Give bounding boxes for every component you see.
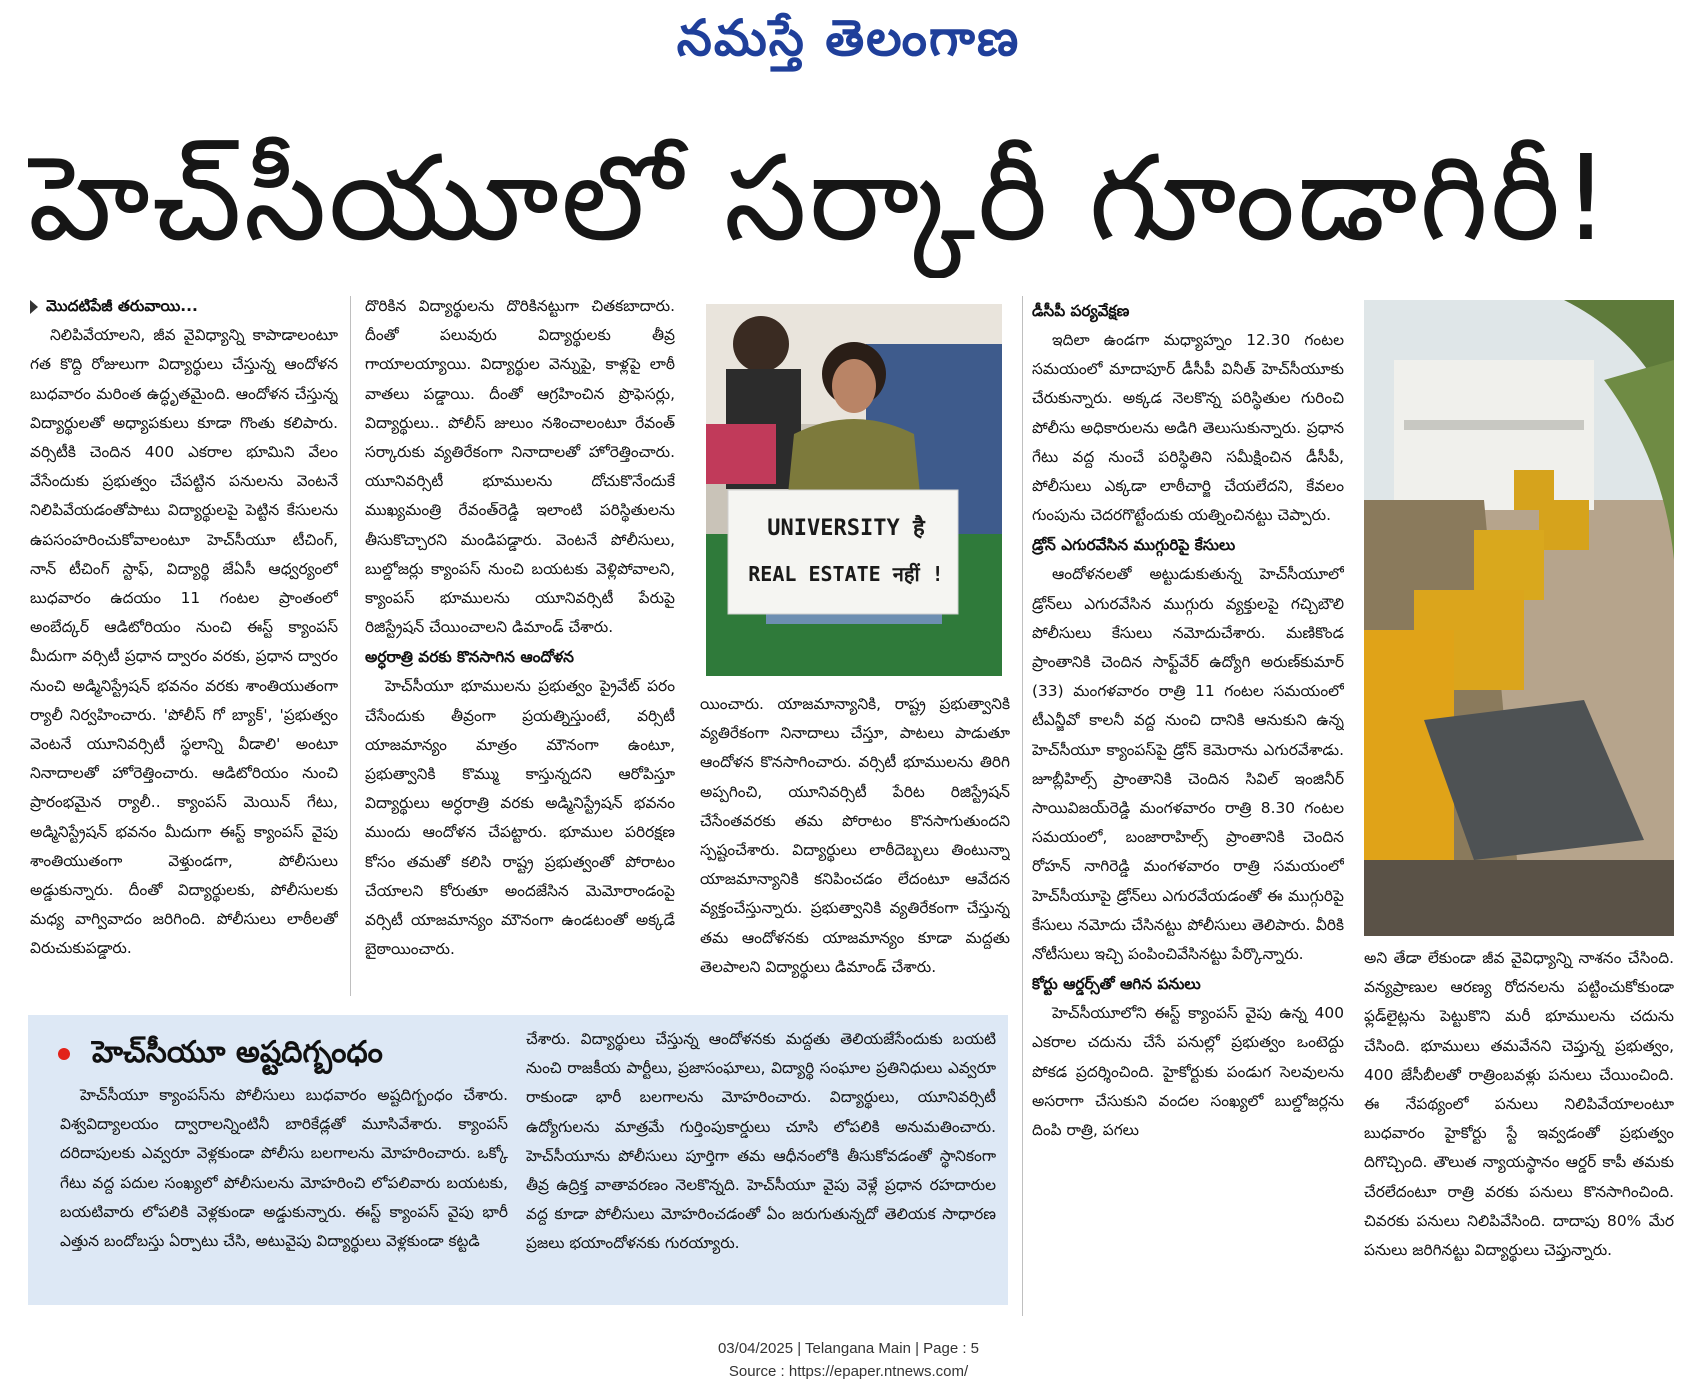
sidebar-title — [58, 1035, 383, 1077]
article-paragraph: ఇదిలా ఉండగా మధ్యాహ్నం 12.30 గంటల సమయంలో మాదాపూర్ డీసీపీ వినీత్ హెచ్‌సీయూకు చేరుకున్నారు. అక్కడ నెలకొన్న పరిస్థితుల గురించి పోలీసు అధికారులను అడిగి తెలుసుకున్నారు. ప్రధాన గేటు వద్ద నుంచే పరిస్థితిని సమీక్షించిన డీసీపీ, పోలీసులు ఎక్కడా లాఠీచార్జి చేయలేదని, కేవలం గుంపును చెదరగొట్టేందుకు యత్నించినట్టు చెప్పారు. — [1032, 331, 1344, 525]
column-divider — [350, 296, 351, 996]
column-divider — [1022, 296, 1023, 1316]
bulldozers-photo-illustration — [1364, 300, 1674, 936]
article-paragraph: హెచ్‌సీయూ భూములను ప్రభుత్వం ప్రైవేట్ పరం చేసేందుకు తీవ్రంగా ప్రయత్నిస్తుంటే, వర్సిటీ యాజమాన్యం మాత్రం మౌనంగా ఉంటూ, ప్రభుత్వానికి కొమ్ము కాస్తున్నదని ఆరోపిస్తూ విద్యార్థులు అర్ధరాత్రి వరకు అడ్మినిస్ట్రేషన్ భవనం ముందు ఆందోళన చేపట్టారు. భూముల పరిరక్షణ కోసం తమతో కలిసి రాష్ట్ర ప్రభుత్వంతో పోరాటం చేయాలని కోరుతూ అందజేసిన మెమోరాండంపై వర్సిటీ యాజమాన్యం మౌనంగా ఉండటంతో అక్కడే బైఠాయించారు. — [365, 677, 675, 959]
continued-from-front-page — [30, 292, 338, 321]
red-bullet-icon — [58, 1048, 70, 1060]
sidebar-title-text: హెచ్‌సీయూ అష్టదిగ్బంధం — [92, 1035, 383, 1070]
article-column-5 — [1364, 944, 1674, 1316]
placard-text-line-1: UNIVERSITY है — [767, 516, 925, 541]
sidebar-paragraph: హెచ్‌సీయూ క్యాంపస్‌ను పోలీసులు బుధవారం అష్టదిగ్బంధం చేశారు. విశ్వవిద్యాలయం ద్వారాలన్నింటినీ బారికేడ్లతో మూసివేశారు. క్యాంపస్ దరిదాపులకు ఎవ్వరూ వెళ్లకుండా పోలీసు బలగాలను మోహరించారు. ఒక్కో గేటు వద్ద పదుల సంఖ్యలో పోలీసులను మోహరించి లోపలివారు బయటకు, బయటివారు లోపలికి వెళ్లకుండా అడ్డుకున్నారు. ఈస్ట్ క్యాంపస్ వైపు భారీ ఎత్తున బందోబస్తు ఏర్పాటు చేసి, అటువైపు విద్యార్థులు వెళ్లకుండా కట్టడి — [60, 1086, 508, 1251]
subheading: డ్రోన్ ఎగురవేసిన ముగ్గురిపై కేసులు — [1032, 536, 1236, 555]
article-paragraph: దొరికిన విద్యార్థులను దొరికినట్టుగా చితకబాదారు. దీంతో పలువురు విద్యార్థులకు తీవ్ర గాయాలయ్యాయి. విద్యార్థుల వెన్నుపై, కాళ్లపై లాఠీ వాతలు పడ్డాయి. దీంతో ఆగ్రహించిన ప్రొఫెసర్లు, విద్యార్థులు.. పోలీస్ జులుం నశించాలంటూ రేవంత్ సర్కారుకు వ్యతిరేకంగా నినాదాలతో హోరెత్తించారు. యూనివర్సిటీ భూములను దోచుకొనేందుకే ముఖ్యమంత్రి రేవంత్‌రెడ్డి ఇలాంటి పరిస్థితులను తీసుకొచ్చారని మండిపడ్డారు. వెంటనే పోలీసులు, బుల్డోజర్లు క్యాంపస్ నుంచి బయటకు వెళ్లిపోవాలని, క్యాంపస్ భూములను యూనివర్సిటీ పేరుపై రిజిస్ట్రేషన్ చేయించాలని డిమాండ్ చేశారు. — [365, 297, 675, 637]
article-paragraph: హెచ్‌సీయూలోని ఈస్ట్ క్యాంపస్ వైపు ఉన్న 400 ఎకరాల చదును చేసే పనుల్లో ప్రభుత్వం ఒంటెద్దు పోకడ ప్రదర్శించింది. హైకోర్టుకు పండుగ సెలవులను అసరాగా చేసుకుని వందల సంఖ్యలో బుల్డోజర్లను దింపి రాత్రి, పగలు — [1032, 1004, 1344, 1140]
jump-label: మొదటిపేజీ తరువాయి... — [46, 297, 198, 315]
footer-source-line: Source : https://epaper.ntnews.com/ — [728, 1363, 969, 1380]
sidebar-column-1 — [60, 1081, 508, 1295]
subheading: డీసీపీ పర్యవేక్షణ — [1032, 302, 1130, 320]
article-paragraph: ఆందోళనలతో అట్టుడుకుతున్న హెచ్‌సీయూలో డ్రోన్‌లు ఎగురవేసిన ముగ్గురు వ్యక్తులపై గచ్చిబౌలి పోలీసులు కేసులు నమోదుచేశారు. మణికొండ ప్రాంతానికి చెందిన సాఫ్ట్‌వేర్ ఉద్యోగి అరుణ్‌కుమార్ (33) మంగళవారం రాత్రి 11 గంటల సమయంలో టీఎన్జీవో కాలనీ వద్ద నుంచి దానికి ఆనుకుని ఉన్న హెచ్‌సీయూ క్యాంపస్‌పై డ్రోన్ కెమెరాను ఎగురవేశాడు. జూబ్లీహిల్స్ ప్రాంతానికి చెందిన సివిల్ ఇంజినీర్ సాయివిజయ్‌రెడ్డి మంగళవారం రాత్రి 8.30 గంటల సమయంలో, బంజారాహిల్స్ ప్రాంతానికి చెందిన రోహన్ నాగిరెడ్డి మంగళవారం రాత్రి సమయంలో హెచ్‌సీయూపై డ్రోన్‌లు ఎగురవేయడంతో ఈ ముగ్గురిపై కేసులు నమోదు చేసినట్టు పోలీసులు తెలిపారు. వీరికి నోటీసులు ఇచ్చి పంపించివేసినట్టు పేర్కొన్నారు. — [1032, 565, 1344, 964]
article-column-4 — [1032, 296, 1344, 1316]
protest-photo-illustration — [706, 304, 1002, 676]
article-paragraph: అని తేడా లేకుండా జీవ వైవిధ్యాన్ని నాశనం చేసింది. వన్యప్రాణుల ఆరణ్య రోదనలను పట్టించుకోకుండా ఫ్లడ్‌లైట్లను పెట్టుకొని మరీ భూములను చదును చేసింది. భూములు తమవేనని చెప్తున్న ప్రభుత్వం, 400 జేసీబీలతో రాత్రింబవళ్లు పనులు చేయించింది. ఈ నేపథ్యంలో పనులు నిలిపివేయాలంటూ బుధవారం హైకోర్టు స్టే ఇవ్వడంతో ప్రభుత్వం దిగొచ్చింది. తౌలుత న్యాయస్థానం ఆర్డర్ కాపీ తమకు చేరలేదంటూ రాత్రి వరకు పనులు కొనసాగించింది. చివరకు పనులు నిలిపివేసింది. దాదాపు 80% మేర పనులు జరిగినట్టు విద్యార్థులు చెప్తున్నారు. — [1364, 949, 1674, 1260]
masthead: నమస్తే తెలంగాణ — [676, 8, 1021, 67]
article-column-2 — [365, 292, 675, 1004]
article-paragraph: నిలిపివేయాలని, జీవ వైవిధ్యాన్ని కాపాడాలంటూ గత కొద్ది రోజులుగా విద్యార్థులు చేస్తున్న ఆందోళన బుధవారం మరింత ఉద్ధృతమైంది. ఆందోళన చేస్తున్న విద్యార్థులతో అధ్యాపకులు కూడా గొంతు కలిపారు. వర్సిటీకి చెందిన 400 ఎకరాల భూమిని వేలం వేసేందుకు ప్రభుత్వం చేపట్టిన పనులను వెంటనే నిలిపివేయడంతోపాటు విద్యార్థులపై పెట్టిన కేసులను ఉపసంహరించుకోవాలంటూ హెచ్‌సీయూ టీచింగ్, నాన్ టీచింగ్ స్టాఫ్, విద్యార్థి జేఏసీ ఆధ్వర్యంలో బుధవారం ఉదయం 11 గంటల ప్రాంతంలో అంబేద్కర్ ఆడిటోరియం నుంచి ఈస్ట్ క్యాంపస్ మీదుగా వర్సిటీ ప్రధాన ద్వారం వరకు, ప్రధాన ద్వారం నుంచి అడ్మినిస్ట్రేషన్ భవనం వరకు శాంతియుతంగా ర్యాలీ నిర్వహించారు. 'పోలీస్ గో బ్యాక్', 'ప్రభుత్వం వెంటనే యూనివర్సిటీ స్థలాన్ని వీడాలి' అంటూ నినాదాలతో హోరెత్తించారు. ఆడిటోరియం నుంచి ప్రారంభమైన ర్యాలీ.. క్యాంపస్ మెయిన్ గేటు, అడ్మినిస్ట్రేషన్ భవనం మీదుగా ఈస్ట్ క్యాంపస్ వైపు శాంతియుతంగా వెళ్తుండగా, పోలీసులు అడ్డుకున్నారు. దీంతో విద్యార్థులకు, పోలీసులకు మధ్య వాగ్వివాదం జరిగింది. పోలీసులు లాఠీలతో విరుచుకుపడ్డారు. — [30, 326, 338, 958]
subheading: కోర్టు ఆర్డర్స్‌తో ఆగిన పనులు — [1032, 975, 1201, 994]
footer-date-line: 03/04/2025 | Telangana Main | Page : 5 — [717, 1340, 980, 1357]
headline: హెచ్‌సీయూలో సర్కారీ గూండాగిరీ! — [28, 129, 1612, 267]
article-column-1 — [30, 292, 338, 1004]
arrow-icon — [30, 300, 38, 314]
protest-photo — [706, 304, 1002, 676]
sidebar-paragraph: చేశారు. విద్యార్థులు చేస్తున్న ఆందోళనకు మద్దతు తెలియజేసేందుకు బయటి నుంచి రాజకీయ పార్టీలు, ప్రజాసంఘాలు, విద్యార్థి సంఘాల ప్రతినిధులు ఎవ్వరూ రాకుండా భారీ బలగాలను మోహరించారు. విద్యార్థులు, యూనివర్సిటీ ఉద్యోగులను మాత్రమే గుర్తింపుకార్డులు చూసి లోపలికి అనుమతించారు. హెచ్‌సీయూను పోలీసులు పూర్తిగా తమ ఆధీనంలోకి తీసుకోవడంతో స్థానికంగా తీవ్ర ఉద్రిక్త వాతావరణం నెలకొన్నది. హెచ్‌సీయూ వైపు వెళ్లే ప్రధాన రహదారుల వద్ద కూడా పోలీసులు మోహరించడంతో ఏం జరుగుతున్నదో తెలియక సాధారణ ప్రజలు భయాందోళనకు గురయ్యారు. — [526, 1030, 996, 1253]
bulldozers-photo — [1364, 300, 1674, 936]
placard-text-line-2: REAL ESTATE नहीं ! — [748, 562, 944, 586]
article-paragraph: యించారు. యాజమాన్యానికి, రాష్ట్ర ప్రభుత్వానికి వ్యతిరేకంగా నినాదాలు చేస్తూ, పాటలు పాడుతూ ఆందోళన కొనసాగించారు. వర్సిటీ భూములను తిరిగి అప్పగించి, యూనివర్సిటీ పేరిట రిజిస్ట్రేషన్ చేసేంతవరకు తమ పోరాటం కొనసాగుతుందని స్పష్టంచేశారు. విద్యార్థులు లాఠీదెబ్బలు తింటున్నా యాజమాన్యానికి కనిపించడం లేదంటూ ఆవేదన వ్యక్తంచేస్తున్నారు. ప్రభుత్వానికి వ్యతిరేకంగా చేస్తున్న తమ ఆందోళనకు యాజమాన్యం కూడా మద్దతు తెలపాలని విద్యార్థులు డిమాండ్ చేశారు. — [700, 695, 1010, 976]
subheading: అర్ధరాత్రి వరకు కొనసాగిన ఆందోళన — [365, 648, 574, 667]
sidebar-box — [28, 1015, 1008, 1305]
article-column-3 — [700, 690, 1010, 1004]
sidebar-column-2 — [526, 1025, 996, 1297]
